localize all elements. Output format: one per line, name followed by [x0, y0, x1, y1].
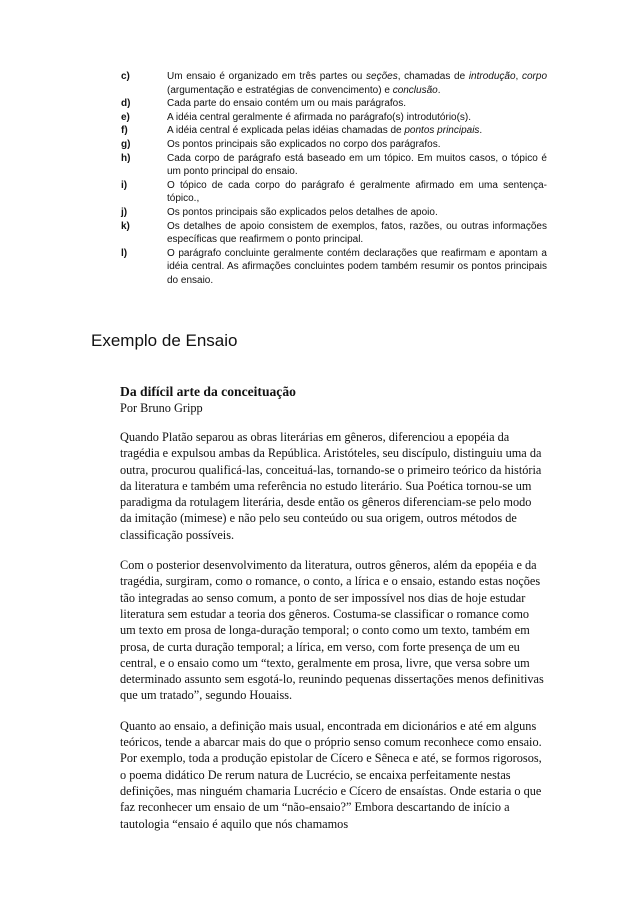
list-item-text — [167, 247, 547, 288]
list-item-text — [167, 70, 547, 97]
text-run: Cada corpo de parágrafo está baseado em um tópico. Em muitos casos, o tópico é um ponto principal do ensaio. — [167, 152, 547, 178]
list-item — [121, 70, 547, 97]
essay — [120, 383, 546, 846]
text-run: , chamadas de — [397, 71, 469, 82]
italic-term: introdução — [468, 71, 516, 82]
text-run: A idéia central é explicada pelas idéias chamadas de — [167, 125, 405, 137]
text-run: O parágrafo concluinte geralmente contém declarações que reafirmam e apontam a idéia central. As afirmações concluintes podem também resumir os pontos principais do ensaio. — [167, 247, 547, 286]
essay-paragraph: Quanto ao ensaio, a definição mais usual, encontrada em dicionários e até em alguns teóricos, tende a abarcar mais do que o próprio senso comum reconhece como ensaio. Por exemplo, toda a produção epistolar de Cícero e Sêneca e até, se formos rigorosos, o poema didático De rerum natura de Lucrécio, se encaixa perfeitamente nestas definições, mas ninguém chamaria Lucrécio e Cícero de ensaístas. Onde estaria o que faz reconhecer um ensaio de um “não-ensaio?” Embora descartando de início a tautologia “ensaio é aquilo que nós chamamos — [120, 718, 542, 831]
list-item-letter: c) — [121, 71, 130, 82]
list-item — [121, 138, 547, 152]
text-run: Cada parte do ensaio contém um ou mais parágrafos. — [167, 98, 407, 110]
italic-term: corpo — [521, 71, 547, 82]
list-item — [121, 220, 547, 247]
list-item-text — [167, 138, 547, 152]
list-item-text — [167, 152, 547, 179]
list-item-text — [167, 206, 547, 220]
text-run: , — [515, 71, 522, 82]
text-run: Os detalhes de apoio consistem de exemplos, fatos, razões, ou outras informações específicas que reafirmem o ponto principal. — [167, 220, 547, 246]
list-item — [121, 247, 547, 288]
italic-term: seções — [366, 71, 398, 82]
essay-paragraph: Quando Platão separou as obras literárias em gêneros, diferenciou a epopéia da tragédia e expulsou ambas da República. Aristóteles, seu discípulo, distinguiu uma da outra, procurou qualificá-las, conceituá-las, tornando-se o primeiro teórico da história da literatura e também uma referência no estudo literário. Sua Poética tornou-se um paradigma da rotulagem literária, desde então os gêneros diferenciam-se pelo modo da imitação (mimese) e não pelo seu conteúdo ou sua origem, outros métodos de classificação possíveis. — [120, 430, 542, 542]
section-heading: Exemplo de Ensaio — [91, 331, 238, 350]
list-item-letter: k) — [121, 220, 130, 232]
text-run: A idéia central geralmente é afirmada no parágrafo(s) introdutório(s). — [167, 111, 472, 123]
list-item — [121, 97, 547, 111]
list-item-text — [167, 179, 547, 206]
list-item — [121, 152, 547, 179]
text-run: Um ensaio é organizado em três partes ou — [167, 71, 367, 82]
text-run: Os pontos principais são explicados no corpo dos parágrafos. — [167, 138, 441, 150]
list-item-text — [167, 97, 547, 111]
text-run: Os pontos principais são explicados pelos detalhes de apoio. — [167, 206, 438, 218]
essay-author: Por Bruno Gripp — [120, 401, 203, 415]
list-item — [121, 179, 547, 206]
list-item — [121, 124, 547, 138]
essay-title: Da difícil arte da conceituação — [120, 384, 296, 399]
list-item-letter: d) — [121, 98, 131, 110]
italic-term: conclusão — [392, 84, 438, 96]
list-item-letter: i) — [121, 179, 128, 191]
italic-term: pontos principais — [404, 125, 480, 137]
list-item-text — [167, 124, 547, 138]
list-item-letter: g) — [121, 138, 131, 150]
list-item-text — [167, 220, 547, 247]
lettered-list — [121, 70, 547, 288]
essay-paragraph: Com o posterior desenvolvimento da literatura, outros gêneros, além da epopéia e da tragédia, surgiram, como o romance, o conto, a lírica e o ensaio, estando estas noções tão integradas ao senso comum, a ponto de ser impossível nos dias de hoje estudar literatura sem estudar a teoria dos gêneros. Costuma-se classificar o romance como um texto em prosa de longa-duração temporal; o conto como um texto, também em prosa, de curta duração temporal; a lírica, em verso, com forte presença de um eu central, e o ensaio como um “texto, geralmente em prosa, livre, que versa sobre um determinado assunto sem esgotá-lo, reunindo pequenas dissertações menos definitivas que um tratado”, segundo Houaiss. — [120, 558, 544, 703]
list-item — [121, 206, 547, 220]
list-item-letter: l) — [121, 247, 128, 259]
text-run: (argumentação e estratégias de convencimento) e — [167, 84, 393, 96]
text-run: . — [479, 125, 483, 137]
text-run: . — [437, 84, 441, 96]
text-run: O tópico de cada corpo do parágrafo é geralmente afirmado em uma sentença-tópico., — [167, 179, 547, 205]
list-item — [121, 111, 547, 125]
list-item-letter: h) — [121, 152, 131, 164]
list-item-letter: j) — [121, 206, 128, 218]
list-item-letter: f) — [121, 125, 128, 137]
list-item-letter: e) — [121, 111, 130, 123]
list-item-text — [167, 111, 547, 125]
